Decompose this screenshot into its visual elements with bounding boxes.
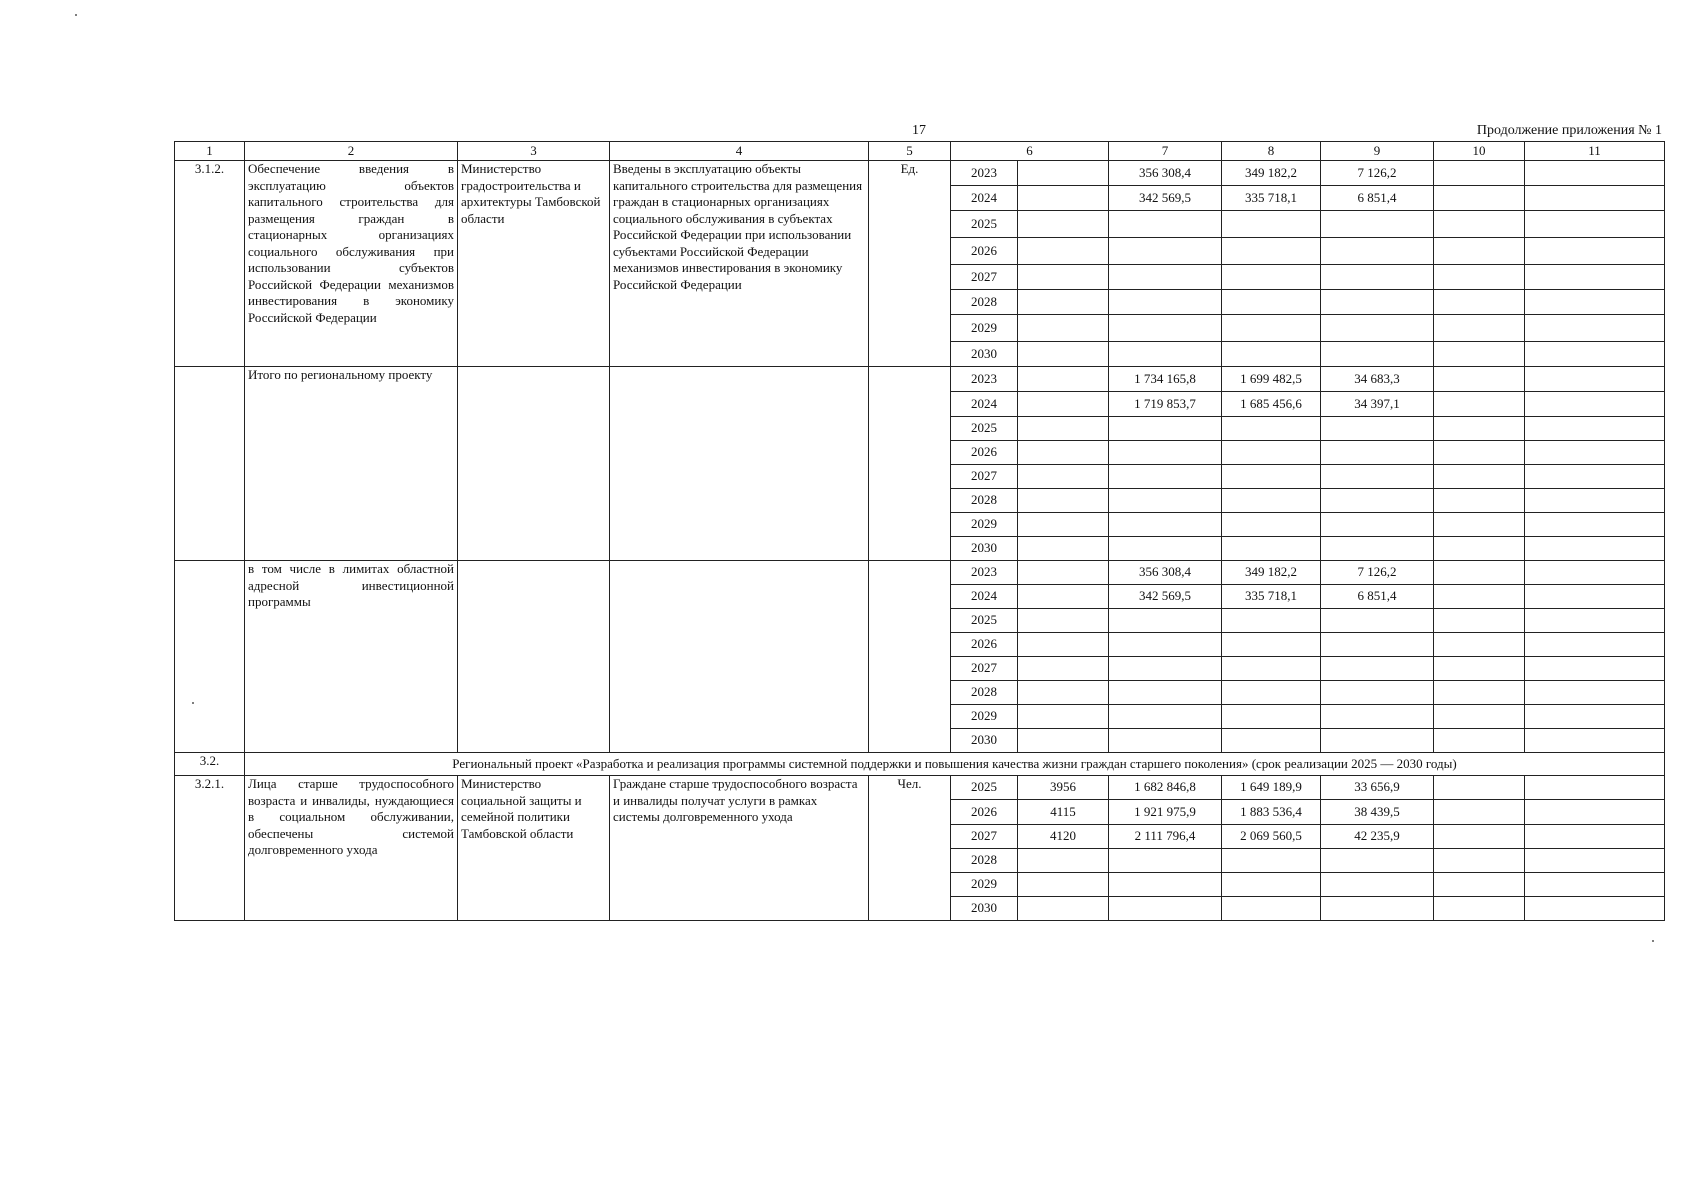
value-cell-c11 [1525, 657, 1665, 681]
year-cell: 2023 [951, 367, 1018, 392]
year-cell: 2030 [951, 897, 1018, 921]
value-cell-c9 [1321, 265, 1434, 290]
value-cell-c11 [1525, 489, 1665, 513]
value-cell-c9 [1321, 465, 1434, 489]
header-cell-7: 7 [1109, 142, 1222, 161]
result: Введены в эксплуатацию объекты капитального строительства для размещения граждан в стационарных организациях социального обслуживания в субъектах Российской Федерации при использовании субъектами Российской Федерации механизмов инвестирования в экономику Российской Федерации [610, 161, 869, 367]
value-cell-c10 [1434, 776, 1525, 800]
value-cell-c6 [1018, 681, 1109, 705]
year-cell: 2030 [951, 342, 1018, 367]
value-cell-c7 [1109, 342, 1222, 367]
value-cell-c8 [1222, 633, 1321, 657]
value-cell-c10 [1434, 657, 1525, 681]
value-cell-c6 [1018, 161, 1109, 186]
section-number: 3.2. [175, 753, 245, 776]
value-cell-c9 [1321, 609, 1434, 633]
value-cell-c10 [1434, 265, 1525, 290]
value-cell-c8: 1 649 189,9 [1222, 776, 1321, 800]
value-cell-c8: 349 182,2 [1222, 161, 1321, 186]
value-cell-c8 [1222, 537, 1321, 561]
result [610, 561, 869, 753]
value-cell-c10 [1434, 537, 1525, 561]
value-cell-c6 [1018, 897, 1109, 921]
value-cell-c9 [1321, 729, 1434, 753]
value-cell-c10 [1434, 238, 1525, 265]
value-cell-c6 [1018, 290, 1109, 315]
year-cell: 2030 [951, 537, 1018, 561]
value-cell-c8 [1222, 238, 1321, 265]
value-cell-c7: 1 682 846,8 [1109, 776, 1222, 800]
value-cell-c11 [1525, 776, 1665, 800]
header-cell-1: 1 [175, 142, 245, 161]
unit [869, 561, 951, 753]
item-name: Обеспечение введения в эксплуатацию объектов капитального строительства для размещения граждан в стационарных организациях социального обслуживания при использовании субъектов Российской Федерации механизмов инвестирования в экономику Российской Федерации [245, 161, 458, 367]
value-cell-c10 [1434, 392, 1525, 417]
header-cell-10: 10 [1434, 142, 1525, 161]
header-cell-5: 5 [869, 142, 951, 161]
year-cell: 2028 [951, 849, 1018, 873]
value-cell-c9 [1321, 342, 1434, 367]
responsible [458, 561, 610, 753]
value-cell-c8 [1222, 849, 1321, 873]
value-cell-c10 [1434, 186, 1525, 211]
value-cell-c11 [1525, 315, 1665, 342]
value-cell-c10 [1434, 342, 1525, 367]
value-cell-c6 [1018, 849, 1109, 873]
value-cell-c10 [1434, 315, 1525, 342]
item-number [175, 561, 245, 753]
year-cell: 2030 [951, 729, 1018, 753]
value-cell-c8 [1222, 705, 1321, 729]
year-cell: 2024 [951, 585, 1018, 609]
result: Граждане старше трудоспособного возраста и инвалиды получат услуги в рамках системы долговременного ухода [610, 776, 869, 921]
value-cell-c9: 33 656,9 [1321, 776, 1434, 800]
value-cell-c10 [1434, 609, 1525, 633]
section-title: Региональный проект «Разработка и реализация программы системной поддержки и повышения качества жизни граждан старшего поколения» (срок реализации 2025 — 2030 годы) [245, 753, 1665, 776]
value-cell-c7 [1109, 238, 1222, 265]
responsible [458, 367, 610, 561]
value-cell-c8 [1222, 657, 1321, 681]
value-cell-c11 [1525, 849, 1665, 873]
value-cell-c7: 342 569,5 [1109, 186, 1222, 211]
value-cell-c10 [1434, 849, 1525, 873]
value-cell-c11 [1525, 367, 1665, 392]
value-cell-c8 [1222, 729, 1321, 753]
value-cell-c6 [1018, 342, 1109, 367]
header-cell-2: 2 [245, 142, 458, 161]
item-name: в том числе в лимитах областной адресной инвестиционной программы [245, 561, 458, 753]
value-cell-c7 [1109, 315, 1222, 342]
year-cell: 2029 [951, 705, 1018, 729]
responsible: Министерство градостроительства и архитектуры Тамбовской области [458, 161, 610, 367]
value-cell-c11 [1525, 705, 1665, 729]
value-cell-c9 [1321, 441, 1434, 465]
value-cell-c11 [1525, 513, 1665, 537]
value-cell-c8 [1222, 489, 1321, 513]
value-cell-c10 [1434, 561, 1525, 585]
continuation-label: Продолжение приложения № 1 [1476, 123, 1662, 138]
value-cell-c8 [1222, 873, 1321, 897]
value-cell-c10 [1434, 465, 1525, 489]
value-cell-c8 [1222, 417, 1321, 441]
value-cell-c8 [1222, 897, 1321, 921]
value-cell-c8 [1222, 342, 1321, 367]
value-cell-c10 [1434, 681, 1525, 705]
value-cell-c7: 2 111 796,4 [1109, 825, 1222, 849]
value-cell-c11 [1525, 392, 1665, 417]
result [610, 367, 869, 561]
value-cell-c8: 335 718,1 [1222, 186, 1321, 211]
value-cell-c7 [1109, 513, 1222, 537]
scan-speck [192, 702, 194, 704]
value-cell-c9: 42 235,9 [1321, 825, 1434, 849]
table-row [175, 561, 1665, 585]
value-cell-c7 [1109, 265, 1222, 290]
value-cell-c11 [1525, 238, 1665, 265]
year-cell: 2029 [951, 873, 1018, 897]
appendix-table [174, 141, 1665, 921]
value-cell-c7 [1109, 633, 1222, 657]
value-cell-c6 [1018, 489, 1109, 513]
value-cell-c7 [1109, 897, 1222, 921]
value-cell-c10 [1434, 441, 1525, 465]
header-cell-9: 9 [1321, 142, 1434, 161]
year-cell: 2026 [951, 238, 1018, 265]
value-cell-c6: 3956 [1018, 776, 1109, 800]
value-cell-c11 [1525, 729, 1665, 753]
value-cell-c8 [1222, 290, 1321, 315]
value-cell-c10 [1434, 211, 1525, 238]
value-cell-c11 [1525, 417, 1665, 441]
year-cell: 2028 [951, 681, 1018, 705]
value-cell-c6 [1018, 465, 1109, 489]
value-cell-c9 [1321, 238, 1434, 265]
year-cell: 2026 [951, 633, 1018, 657]
value-cell-c10 [1434, 489, 1525, 513]
value-cell-c6 [1018, 633, 1109, 657]
value-cell-c8 [1222, 211, 1321, 238]
value-cell-c7: 356 308,4 [1109, 561, 1222, 585]
value-cell-c6 [1018, 561, 1109, 585]
value-cell-c8: 1 883 536,4 [1222, 800, 1321, 825]
value-cell-c11 [1525, 609, 1665, 633]
value-cell-c10 [1434, 633, 1525, 657]
unit: Ед. [869, 161, 951, 367]
value-cell-c9 [1321, 897, 1434, 921]
unit [869, 367, 951, 561]
scan-speck [1652, 940, 1654, 942]
year-cell: 2025 [951, 211, 1018, 238]
value-cell-c10 [1434, 873, 1525, 897]
year-cell: 2027 [951, 657, 1018, 681]
value-cell-c11 [1525, 561, 1665, 585]
value-cell-c10 [1434, 417, 1525, 441]
value-cell-c11 [1525, 537, 1665, 561]
value-cell-c8: 335 718,1 [1222, 585, 1321, 609]
value-cell-c10 [1434, 800, 1525, 825]
value-cell-c7: 1 921 975,9 [1109, 800, 1222, 825]
header-cell-8: 8 [1222, 142, 1321, 161]
value-cell-c10 [1434, 705, 1525, 729]
value-cell-c9 [1321, 513, 1434, 537]
year-cell: 2025 [951, 609, 1018, 633]
value-cell-c7 [1109, 211, 1222, 238]
scan-speck [75, 14, 77, 16]
year-cell: 2026 [951, 441, 1018, 465]
value-cell-c7 [1109, 290, 1222, 315]
table-row [175, 776, 1665, 800]
value-cell-c7 [1109, 705, 1222, 729]
value-cell-c8: 349 182,2 [1222, 561, 1321, 585]
value-cell-c9: 6 851,4 [1321, 186, 1434, 211]
year-cell: 2025 [951, 776, 1018, 800]
value-cell-c9 [1321, 633, 1434, 657]
table-row [175, 161, 1665, 186]
item-number: 3.2.1. [175, 776, 245, 921]
value-cell-c6 [1018, 705, 1109, 729]
value-cell-c6 [1018, 417, 1109, 441]
item-number [175, 367, 245, 561]
value-cell-c6 [1018, 211, 1109, 238]
value-cell-c9 [1321, 290, 1434, 315]
value-cell-c9 [1321, 849, 1434, 873]
page-number: 17 [912, 123, 926, 138]
value-cell-c6 [1018, 392, 1109, 417]
value-cell-c10 [1434, 161, 1525, 186]
year-cell: 2025 [951, 417, 1018, 441]
unit: Чел. [869, 776, 951, 921]
value-cell-c8: 2 069 560,5 [1222, 825, 1321, 849]
value-cell-c9 [1321, 315, 1434, 342]
value-cell-c11 [1525, 211, 1665, 238]
value-cell-c11 [1525, 290, 1665, 315]
item-name: Итого по региональному проекту [245, 367, 458, 561]
value-cell-c6 [1018, 609, 1109, 633]
value-cell-c11 [1525, 800, 1665, 825]
value-cell-c11 [1525, 897, 1665, 921]
value-cell-c8 [1222, 315, 1321, 342]
value-cell-c7: 356 308,4 [1109, 161, 1222, 186]
value-cell-c6 [1018, 186, 1109, 211]
year-cell: 2024 [951, 392, 1018, 417]
value-cell-c9 [1321, 417, 1434, 441]
value-cell-c11 [1525, 441, 1665, 465]
value-cell-c7: 1 719 853,7 [1109, 392, 1222, 417]
value-cell-c11 [1525, 681, 1665, 705]
value-cell-c7 [1109, 849, 1222, 873]
year-cell: 2029 [951, 315, 1018, 342]
value-cell-c8 [1222, 441, 1321, 465]
value-cell-c9: 6 851,4 [1321, 585, 1434, 609]
value-cell-c6 [1018, 537, 1109, 561]
value-cell-c7 [1109, 609, 1222, 633]
value-cell-c11 [1525, 825, 1665, 849]
header-row [175, 142, 1665, 161]
value-cell-c9 [1321, 657, 1434, 681]
value-cell-c8: 1 685 456,6 [1222, 392, 1321, 417]
value-cell-c6 [1018, 315, 1109, 342]
value-cell-c8 [1222, 465, 1321, 489]
value-cell-c7: 342 569,5 [1109, 585, 1222, 609]
section-row [175, 753, 1665, 776]
header-cell-11: 11 [1525, 142, 1665, 161]
value-cell-c11 [1525, 161, 1665, 186]
value-cell-c9: 7 126,2 [1321, 161, 1434, 186]
value-cell-c7 [1109, 417, 1222, 441]
value-cell-c11 [1525, 585, 1665, 609]
header-cell-6: 6 [951, 142, 1109, 161]
value-cell-c6: 4115 [1018, 800, 1109, 825]
value-cell-c6 [1018, 513, 1109, 537]
year-cell: 2027 [951, 825, 1018, 849]
value-cell-c6 [1018, 265, 1109, 290]
year-cell: 2028 [951, 489, 1018, 513]
value-cell-c11 [1525, 265, 1665, 290]
value-cell-c6 [1018, 585, 1109, 609]
year-cell: 2023 [951, 561, 1018, 585]
value-cell-c7 [1109, 873, 1222, 897]
value-cell-c8 [1222, 609, 1321, 633]
value-cell-c8 [1222, 513, 1321, 537]
year-cell: 2028 [951, 290, 1018, 315]
value-cell-c11 [1525, 873, 1665, 897]
value-cell-c11 [1525, 186, 1665, 211]
value-cell-c11 [1525, 465, 1665, 489]
value-cell-c6 [1018, 873, 1109, 897]
value-cell-c10 [1434, 367, 1525, 392]
value-cell-c8: 1 699 482,5 [1222, 367, 1321, 392]
value-cell-c8 [1222, 681, 1321, 705]
value-cell-c7 [1109, 681, 1222, 705]
value-cell-c9 [1321, 211, 1434, 238]
value-cell-c10 [1434, 729, 1525, 753]
item-number: 3.1.2. [175, 161, 245, 367]
value-cell-c9 [1321, 489, 1434, 513]
value-cell-c10 [1434, 825, 1525, 849]
header-cell-4: 4 [610, 142, 869, 161]
value-cell-c10 [1434, 290, 1525, 315]
year-cell: 2027 [951, 465, 1018, 489]
value-cell-c7: 1 734 165,8 [1109, 367, 1222, 392]
value-cell-c6: 4120 [1018, 825, 1109, 849]
value-cell-c9 [1321, 537, 1434, 561]
value-cell-c6 [1018, 238, 1109, 265]
value-cell-c9: 7 126,2 [1321, 561, 1434, 585]
value-cell-c9 [1321, 873, 1434, 897]
value-cell-c7 [1109, 729, 1222, 753]
value-cell-c7 [1109, 465, 1222, 489]
item-name: Лица старше трудоспособного возраста и инвалиды, нуждающиеся в социальном обслуживании, обеспечены системой долговременного ухода [245, 776, 458, 921]
value-cell-c9 [1321, 681, 1434, 705]
value-cell-c6 [1018, 657, 1109, 681]
value-cell-c9: 34 397,1 [1321, 392, 1434, 417]
value-cell-c8 [1222, 265, 1321, 290]
value-cell-c10 [1434, 897, 1525, 921]
value-cell-c11 [1525, 342, 1665, 367]
value-cell-c7 [1109, 537, 1222, 561]
table-row [175, 367, 1665, 392]
value-cell-c6 [1018, 367, 1109, 392]
value-cell-c10 [1434, 585, 1525, 609]
value-cell-c7 [1109, 441, 1222, 465]
value-cell-c7 [1109, 657, 1222, 681]
year-cell: 2024 [951, 186, 1018, 211]
header-cell-3: 3 [458, 142, 610, 161]
value-cell-c9: 34 683,3 [1321, 367, 1434, 392]
responsible: Министерство социальной защиты и семейной политики Тамбовской области [458, 776, 610, 921]
value-cell-c9 [1321, 705, 1434, 729]
value-cell-c7 [1109, 489, 1222, 513]
value-cell-c9: 38 439,5 [1321, 800, 1434, 825]
value-cell-c10 [1434, 513, 1525, 537]
value-cell-c6 [1018, 441, 1109, 465]
value-cell-c6 [1018, 729, 1109, 753]
year-cell: 2023 [951, 161, 1018, 186]
year-cell: 2027 [951, 265, 1018, 290]
value-cell-c11 [1525, 633, 1665, 657]
year-cell: 2026 [951, 800, 1018, 825]
year-cell: 2029 [951, 513, 1018, 537]
